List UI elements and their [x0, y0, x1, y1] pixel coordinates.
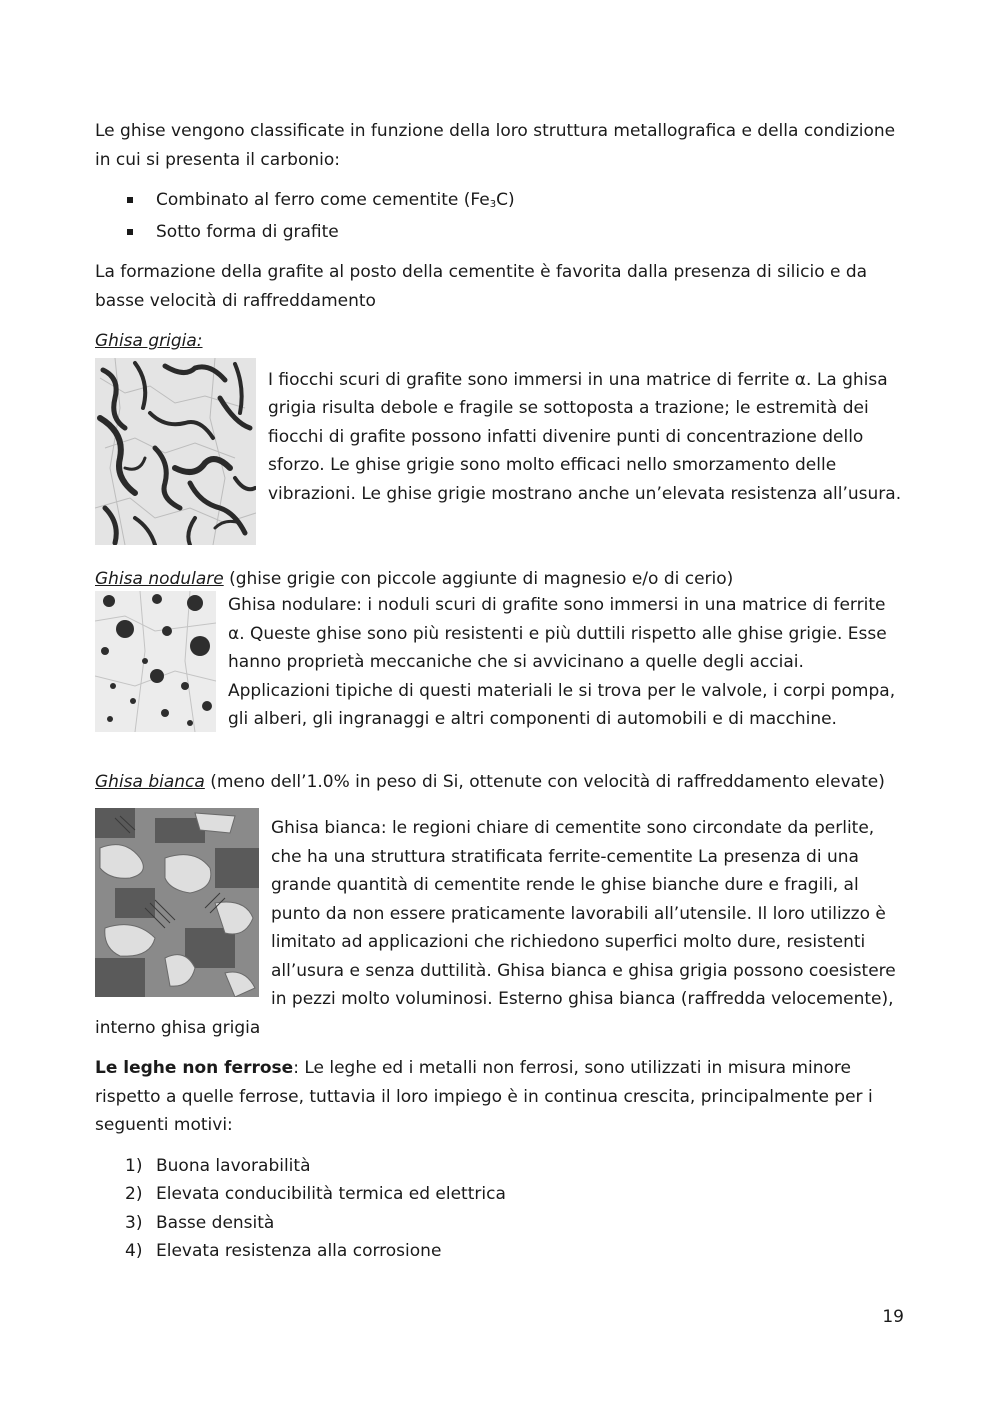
ghisa-grigia-heading: Ghisa grigia:: [95, 331, 203, 351]
list-item: 2) Elevata conducibilità termica ed elettrica: [125, 1184, 506, 1204]
ghisa-bianca-section: [95, 814, 905, 1042]
ghisa-nodulare-text: Ghisa nodulare: i noduli scuri di grafite sono immersi in una matrice di ferrite α. Queste ghise sono più resistenti e più duttili rispetto alle ghise grigie. Esse hanno proprietà meccaniche che si avvicinano a quelle degli acciai. Applicazioni tipiche di questi materiali le si trova per le valvole, i corpi pompa, gli alberi, gli ingranaggi e altri componenti di automobili e di macchine.: [228, 595, 896, 729]
ductile-iron-micrograph-image: [95, 591, 216, 732]
ghisa-bianca-heading: Ghisa bianca (meno dell’1.0% in peso di Si, ottenute con velocità di raffreddamento elevate): [95, 771, 885, 792]
reasons-list: [95, 1152, 905, 1266]
carbon-forms-list: [95, 186, 905, 246]
ghisa-nodulare-heading: Ghisa nodulare (ghise grigie con piccole aggiunte di magnesio e/o di cerio): [95, 568, 734, 589]
list-item: Combinato al ferro come cementite (Fe3C): [95, 186, 905, 218]
list-item: 1) Buona lavorabilità: [125, 1155, 311, 1176]
page-number: 19: [882, 1307, 904, 1327]
ghisa-grigia-section: [95, 358, 905, 545]
graphite-paragraph: La formazione della grafite al posto della cementite è favorita dalla presenza di silicio e da basse velocità di raffreddamento: [95, 262, 868, 311]
list-item: 4) Elevata resistenza alla corrosione: [125, 1241, 442, 1261]
gray-iron-micrograph-image: [95, 358, 256, 545]
list-item: Sotto forma di grafite: [95, 218, 905, 247]
list-item: 3) Basse densità: [125, 1212, 275, 1233]
non-ferrous-paragraph: Le leghe non ferrose: Le leghe ed i metalli non ferrosi, sono utilizzati in misura minore rispetto a quelle ferrose, tuttavia il loro impiego è in continua crescita, principalmente per i seguenti motivi:: [95, 1058, 873, 1135]
ghisa-grigia-text: I fiocchi scuri di grafite sono immersi in una matrice di ferrite α. La ghisa grigia risulta debole e fragile se sottoposta a trazione; le estremità dei fiocchi di grafite possono infatti divenire punti di concentrazione dello sforzo. Le ghise grigie sono molto efficaci nello smorzamento delle vibrazioni. Le ghise grigie mostrano anche un’elevata resistenza all’usura.: [268, 369, 902, 504]
ghisa-nodulare-section: [95, 591, 905, 734]
ghisa-bianca-text: Ghisa bianca: le regioni chiare di cementite sono circondate da perlite, che ha una struttura stratificata ferrite-cementite La presenza di una grande quantità di cementite rende le ghise bianche dure e fragili, al punto da non essere praticamente lavorabili all’utensile. Il loro utilizzo è limitato ad applicazioni che richiedono superfici molto dure, resistenti all’usura e senza duttilità. Ghisa bianca e ghisa grigia possono coesistere in pezzi molto voluminosi. Esterno ghisa bianca (raffredda velocemente), interno ghisa grigia: [95, 818, 896, 1038]
white-iron-micrograph-image: [95, 808, 259, 997]
document-page: [95, 117, 905, 1266]
intro-paragraph: Le ghise vengono classificate in funzione della loro struttura metallografica e della condizione in cui si presenta il carbonio:: [95, 121, 896, 170]
